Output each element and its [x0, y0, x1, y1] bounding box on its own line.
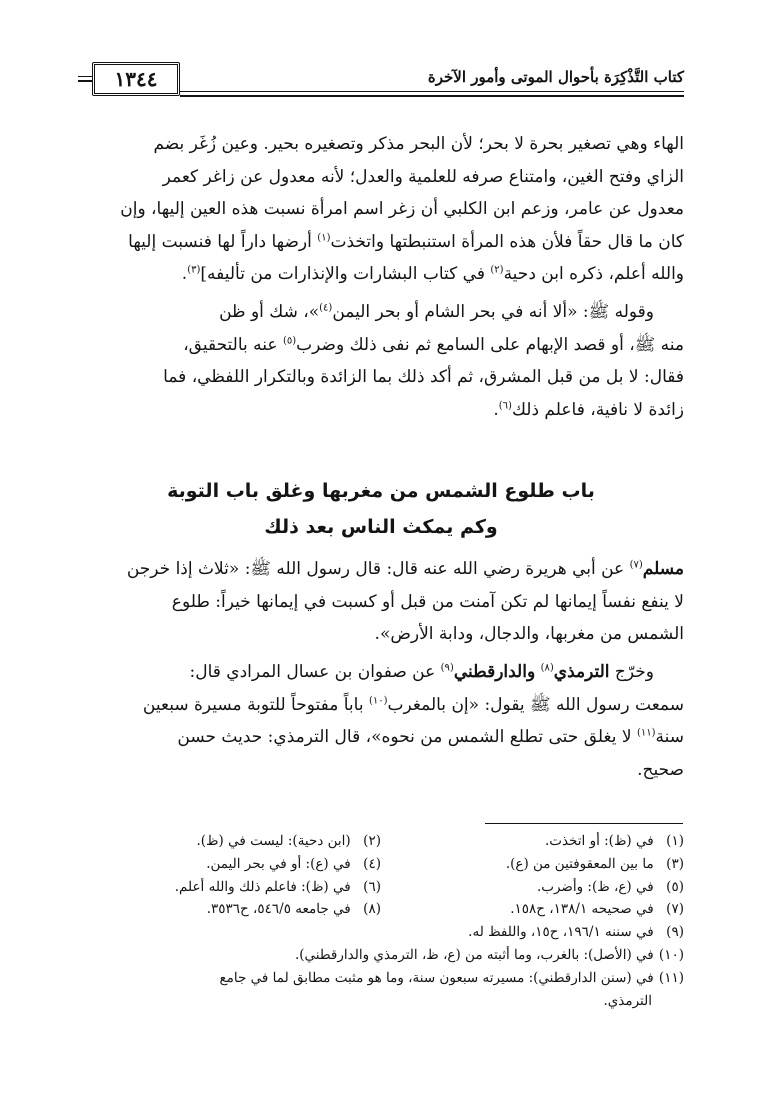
paragraph-1 [78, 128, 684, 291]
source-name: والدارقطني [453, 662, 536, 682]
source-name: مسلم [642, 559, 684, 579]
text-line: وخرّج الترمذي$^{(٨)}$ والدارقطني$^{(٩)}$ عن صفوان بن عسال المرادي قال: [189, 662, 654, 682]
paragraph-4 [78, 656, 684, 786]
footnote-4: (٤) في (ع): أو في بحر اليمن. [206, 855, 381, 872]
text-line: منه ﷺ، أو قصد الإبهام على السامع ثم نفى ذلك وضرب$^{(٥)}$ عنه بالتحقيق، [183, 334, 684, 355]
footnote-ref: (١) [317, 231, 331, 243]
chapter-title-line-2: وكم يمكث الناس بعد ذلك [264, 516, 498, 538]
header-rule-left-thick [78, 80, 92, 82]
footnote-row [78, 830, 684, 853]
footnote-8: (٨) في جامعه ٥٤٦/٥، ح٣٥٣٦. [206, 901, 381, 918]
text-line: زائدة لا نافية، فاعلم ذلك$^{(٦)}$. [493, 399, 684, 420]
footnote-ref: (٢) [490, 264, 504, 276]
page-number: ١٣٤٤ [92, 62, 180, 96]
text-line: الشمس من مغربها، والدجال، ودابة الأرض». [374, 624, 684, 644]
footnote-7: (٧) في صحيحه ١٣٨/١، ح١٥٨. [510, 901, 684, 918]
footnote-1: (١) في (ظ): أو اتخذت. [544, 833, 684, 849]
text-line: والله أعلم، ذكره ابن دحية$^{(٢)}$ في كتاب البشارات والإنذارات من تأليفه]$^{(٣)}$. [181, 264, 684, 284]
paragraph-2 [78, 296, 684, 426]
footnote-separator [485, 823, 683, 824]
footnote-ref: (٧) [629, 559, 643, 571]
footnote-ref: (٦) [498, 399, 512, 411]
text-line: وقوله ﷺ: «ألا أنه في بحر الشام أو بحر اليمن$^{(٤)}$»، شك أو ظن [219, 302, 654, 322]
footnote-ref: (٨) [540, 662, 554, 674]
footnotes [78, 830, 684, 1012]
footnote-ref: (١٠) [368, 694, 388, 706]
text-line: الزاي وفتح الغين، وامتناع صرفه للعلمية والعدل؛ لأنه معدول عن زاغر كعمر [162, 166, 684, 187]
chapter-title-line-1: باب طلوع الشمس من مغربها وغلق باب التوبة [167, 480, 595, 502]
text-line: لا ينفع نفساً إيمانها لم تكن آمنت من قبل أو كسبت في إيمانها خيراً: طلوع [171, 591, 684, 612]
footnote-11: (١١) في (سنن الدارقطني): مسيرته سبعون سنة، وما هو مثبت مطابق لما في جامع [219, 969, 684, 986]
paragraph-3 [78, 553, 684, 651]
header-rule-left-thin [78, 76, 92, 77]
footnote-row [78, 898, 684, 921]
footnote-10: (١٠) في (الأصل): بالغرب، وما أثبته من (ع، ظ، الترمذي والدارقطني). [294, 946, 684, 963]
book-title: كتاب التَّذْكِرَة بأحوال الموتى وأمور الآخرة [427, 68, 684, 86]
footnote-ref: (٩) [440, 662, 454, 674]
header-rule-thin [180, 91, 684, 92]
footnote-11-continued: الترمذي. [603, 992, 652, 1009]
footnote-ref: (١١) [636, 727, 656, 739]
footnote-ref: (٣) [187, 264, 201, 276]
footnote-row [78, 876, 684, 899]
page-header [78, 62, 684, 102]
footnote-row [78, 853, 684, 876]
text-line: سمعت رسول الله ﷺ يقول: «إن بالمغرب$^{(١٠)}$ باباً مفتوحاً للتوبة مسيرة سبعين [142, 694, 684, 715]
header-rule-thick [180, 95, 684, 97]
text-line: معدول عن عامر، وزعم ابن الكلبي أن زغر اسم امرأة نسبت هذه العين إليها، وإن [120, 199, 684, 219]
footnote-5: (٥) في (ع، ظ): وأضرب. [536, 878, 684, 895]
footnote-ref: (٤) [319, 302, 333, 314]
text-line: صحيح. [637, 759, 684, 780]
text-line: كان ما قال حقاً فلأن هذه المرأة استنبطتها واتخذت$^{(١)}$ أرضها داراً لها فنسبت إليها [128, 231, 684, 252]
footnote-9: (٩) في سننه ١٩٦/١، ح١٥، واللفظ له. [468, 924, 684, 941]
text-line: سنة$^{(١١)}$ لا يغلق حتى تطلع الشمس من نحوه»، قال الترمذي: حديث حسن [177, 727, 684, 747]
footnote-ref: (٥) [282, 334, 297, 346]
text-line: مسلم$^{(٧)}$ عن أبي هريرة رضي الله عنه قال: قال رسول الله ﷺ: «ثلاث إذا خرجن [126, 559, 684, 579]
source-name: الترمذي [553, 662, 610, 682]
text-line: فقال: لا بل من قبل المشرق، ثم أكد ذلك بما الزائدة وبالتكرار اللفظي، فما [163, 367, 684, 387]
text-line: الهاء وهي تصغير بحرة لا بحر؛ لأن البحر مذكر وتصغيره بحير. وعين زُغَر بضم [153, 134, 684, 154]
footnote-3: (٣) ما بين المعقوفتين من (ع). [505, 855, 684, 872]
footnote-6: (٦) في (ظ): فاعلم ذلك والله أعلم. [174, 878, 381, 895]
footnote-2: (٢) (ابن دحية): ليست في (ظ). [196, 833, 381, 849]
